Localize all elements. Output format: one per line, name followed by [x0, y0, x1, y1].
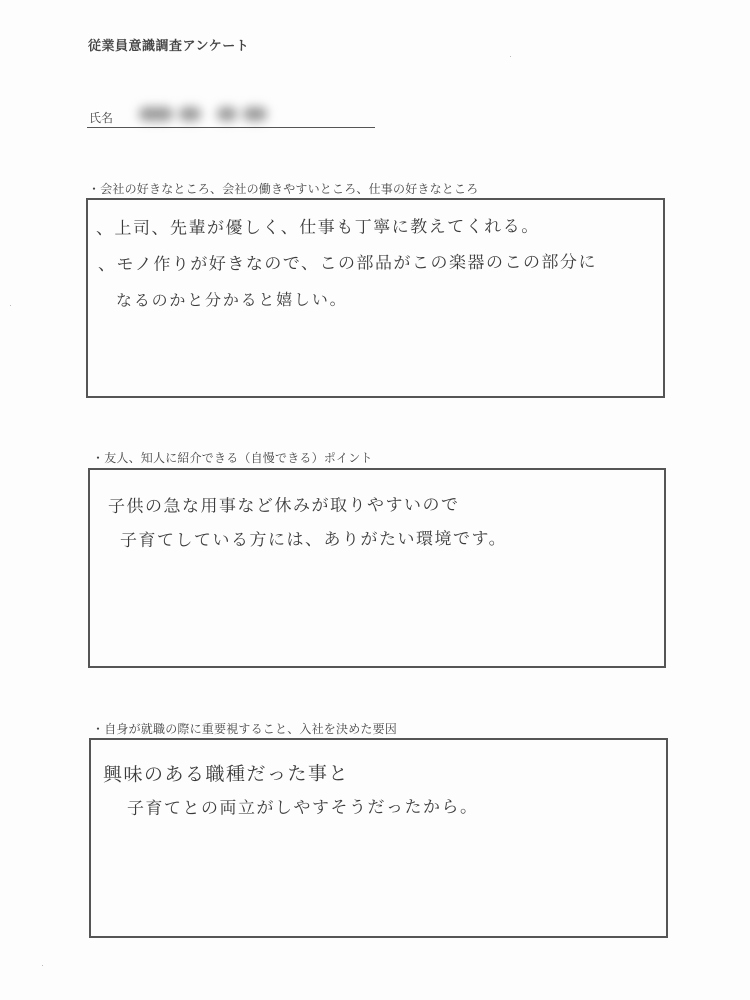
answer-1-line-3: なるのかと分かると嬉しい。 — [115, 289, 348, 310]
answer-box-2 — [88, 468, 666, 668]
question-2-label: ・友人、知人に紹介できる（自慢できる）ポイント — [92, 451, 373, 465]
answer-box-3 — [89, 738, 668, 938]
answer-3-line-1: 興味のある職種だった事と — [102, 762, 350, 786]
question-1-label: ・会社の好きなところ、会社の働きやすいところ、仕事の好きなところ — [88, 182, 479, 196]
redacted-name — [135, 103, 270, 125]
answer-2-line-2: 子育てしている方には、ありがたい環境です。 — [119, 528, 508, 551]
scan-speck — [510, 56, 511, 57]
scan-speck — [10, 305, 11, 306]
answer-1-line-1: 、上司、先輩が優しく、仕事も丁寧に教えてくれる。 — [95, 216, 540, 239]
answer-2-line-1: 子供の急な用事など休みが取りやすいので — [107, 495, 460, 517]
answer-box-1 — [86, 198, 665, 398]
scan-speck — [42, 965, 43, 966]
name-label: 氏名 — [89, 111, 114, 125]
question-3-label: ・自身が就職の際に重要視すること、入社を決めた要因 — [92, 722, 398, 736]
answer-1-line-2: 、モノ作りが好きなので、この部品がこの楽器のこの部分に — [97, 252, 598, 275]
document-title: 従業員意識調査アンケート — [88, 39, 250, 54]
answer-3-line-2: 子育てとの両立がしやすそうだったから。 — [126, 797, 479, 819]
name-underline — [87, 127, 375, 128]
